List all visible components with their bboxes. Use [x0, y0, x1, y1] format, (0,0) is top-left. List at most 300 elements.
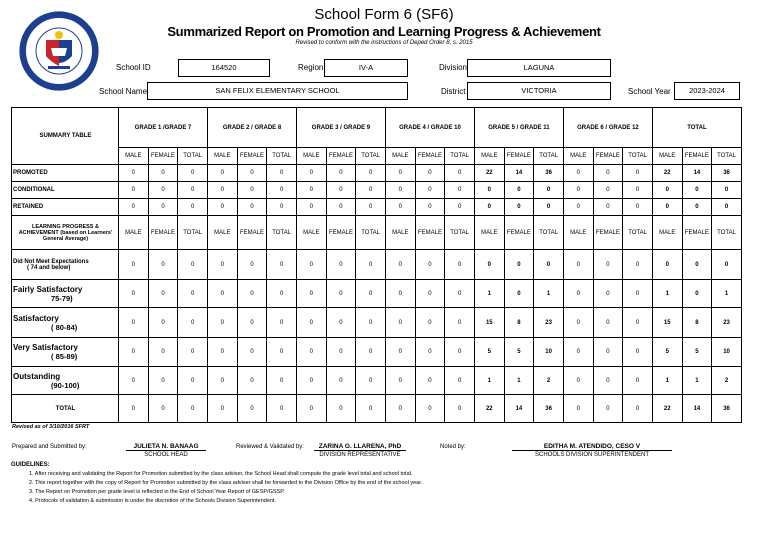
table-cell: 0 [415, 280, 445, 308]
table-cell: 0 [415, 165, 445, 182]
table-cell: 0 [563, 280, 593, 308]
reviewed-label: Reviewed & Validated by: [236, 444, 304, 450]
table-cell: 0 [385, 182, 415, 199]
table-cell: 36 [712, 395, 742, 423]
table-cell: 0 [534, 250, 564, 280]
guidelines [11, 461, 422, 506]
sex-header: TOTAL [178, 216, 208, 250]
achievement-name: Very Satisfactory [13, 343, 78, 352]
table-cell: 0 [623, 308, 653, 338]
table-cell: 0 [356, 395, 386, 423]
table-cell: 0 [593, 338, 623, 367]
table-cell: 0 [445, 308, 475, 338]
table-cell: 0 [208, 280, 238, 308]
sex-header: FEMALE [326, 148, 356, 165]
table-cell: 10 [712, 338, 742, 367]
table-cell: 0 [119, 338, 149, 367]
table-cell: 0 [415, 338, 445, 367]
grade-range: 75-79) [51, 293, 73, 303]
table-cell: 0 [356, 367, 386, 395]
sex-header: TOTAL [356, 148, 386, 165]
table-cell: 0 [326, 395, 356, 423]
achievement-row [12, 395, 742, 423]
table-cell: 0 [178, 250, 208, 280]
table-cell: 36 [534, 165, 564, 182]
table-cell: 0 [356, 199, 386, 216]
grade-header: GRADE 2 / GRADE 8 [208, 108, 297, 148]
sex-header: MALE [385, 148, 415, 165]
table-cell: 14 [504, 165, 534, 182]
table-cell: 8 [682, 308, 712, 338]
achievement-row [12, 308, 742, 338]
sex-header: MALE [652, 216, 682, 250]
sex-header: TOTAL [534, 148, 564, 165]
guidelines-title: GUIDELINES: [11, 462, 50, 468]
table-cell: 0 [504, 199, 534, 216]
table-cell: 23 [534, 308, 564, 338]
table-cell: 0 [356, 165, 386, 182]
table-cell: 0 [474, 250, 504, 280]
sex-header: FEMALE [415, 216, 445, 250]
table-cell: 0 [148, 308, 178, 338]
summary-table [11, 107, 742, 423]
sex-header: TOTAL [623, 148, 653, 165]
table-cell: 0 [682, 280, 712, 308]
grade-range: ( 74 and below) [27, 264, 71, 271]
grade-range: ( 85-89) [51, 352, 78, 361]
sex-header: FEMALE [504, 216, 534, 250]
table-cell: 0 [504, 280, 534, 308]
table-cell: 0 [593, 367, 623, 395]
table-cell: 0 [267, 250, 297, 280]
table-cell: 0 [712, 199, 742, 216]
table-cell: 0 [445, 280, 475, 308]
table-cell: 0 [563, 395, 593, 423]
table-cell: 22 [474, 165, 504, 182]
table-cell: 2 [534, 367, 564, 395]
table-cell: 0 [445, 199, 475, 216]
table-cell: 15 [652, 308, 682, 338]
prepared-name: JULIETA N. BANAAG [126, 443, 206, 451]
table-cell: 0 [148, 395, 178, 423]
table-cell: 0 [623, 165, 653, 182]
grade-range: (90-100) [51, 380, 80, 390]
table-cell: 2 [712, 367, 742, 395]
table-cell: 0 [119, 165, 149, 182]
sex-header: MALE [208, 216, 238, 250]
revision-note: Revised to conform with the instructions of Deped Order 8, s. 2015 [295, 40, 473, 46]
table-cell: 0 [267, 308, 297, 338]
sex-header: FEMALE [593, 148, 623, 165]
sex-header: MALE [563, 148, 593, 165]
table-cell: 0 [623, 338, 653, 367]
sex-header: TOTAL [712, 216, 742, 250]
table-cell: 0 [623, 182, 653, 199]
achievement-label [12, 308, 119, 338]
table-cell: 0 [385, 395, 415, 423]
school-id-field[interactable]: 164520 [178, 59, 270, 77]
district-label: District [441, 87, 466, 96]
sex-header: TOTAL [534, 216, 564, 250]
table-cell: 22 [474, 395, 504, 423]
achievement-name: Outstanding [13, 371, 61, 381]
achievement-name: TOTAL [55, 405, 76, 412]
table-cell: 0 [178, 308, 208, 338]
table-cell: 0 [652, 199, 682, 216]
table-cell: 0 [119, 280, 149, 308]
table-cell: 0 [356, 280, 386, 308]
grade-header: GRADE 1 /GRADE 7 [119, 108, 208, 148]
table-cell: 14 [682, 165, 712, 182]
form-title: School Form 6 (SF6) [314, 6, 454, 23]
form-subtitle: Summarized Report on Promotion and Learning Progress & Achievement [167, 24, 601, 39]
sex-header: FEMALE [415, 148, 445, 165]
table-cell: 0 [593, 182, 623, 199]
table-cell: 1 [652, 280, 682, 308]
table-cell: 0 [504, 250, 534, 280]
table-cell: 0 [208, 367, 238, 395]
table-cell: 0 [296, 338, 326, 367]
table-cell: 5 [682, 338, 712, 367]
sex-header: FEMALE [237, 148, 267, 165]
table-cell: 1 [712, 280, 742, 308]
region-field[interactable]: IV-A [324, 59, 408, 77]
table-cell: 0 [682, 199, 712, 216]
achievement-name: Satisfactory [13, 313, 59, 323]
sex-header: TOTAL [267, 216, 297, 250]
guideline-item: 3. The Report on Promotion per grade level is reflected in the End of School Year Report of GESP/GSSP. [29, 489, 285, 495]
noted-label: Noted by: [440, 444, 466, 450]
reviewed-name: ZARINA G. LLARENA, PhD [314, 443, 406, 451]
achievement-label [12, 367, 119, 395]
table-cell: 0 [237, 367, 267, 395]
table-cell: 36 [712, 165, 742, 182]
table-cell: 0 [385, 280, 415, 308]
table-cell: 0 [534, 199, 564, 216]
table-cell: 0 [623, 395, 653, 423]
table-cell: 0 [474, 182, 504, 199]
table-cell: 0 [148, 367, 178, 395]
sex-header: TOTAL [445, 216, 475, 250]
achievement-label [12, 280, 119, 308]
sex-header: MALE [474, 148, 504, 165]
sex-header: TOTAL [267, 148, 297, 165]
sex-header: MALE [652, 148, 682, 165]
table-cell: 0 [296, 367, 326, 395]
sex-header: MALE [296, 216, 326, 250]
table-cell: 0 [712, 182, 742, 199]
noted-name: EDITHA M. ATENDIDO, CESO V [512, 443, 672, 451]
division-field[interactable]: LAGUNA [467, 59, 611, 77]
table-cell: 36 [534, 395, 564, 423]
table-cell: 0 [326, 338, 356, 367]
division-label: Division [439, 63, 468, 72]
table-cell: 8 [504, 308, 534, 338]
table-cell: 0 [178, 338, 208, 367]
row-label: CONDITIONAL [12, 182, 119, 199]
table-cell: 0 [563, 308, 593, 338]
promotion-row [12, 182, 742, 199]
sex-header: TOTAL [356, 216, 386, 250]
table-cell: 0 [652, 182, 682, 199]
table-cell: 0 [178, 395, 208, 423]
school-year-field[interactable]: 2023-2024 [674, 82, 740, 100]
sex-header: MALE [119, 148, 149, 165]
achievement-name: Fairly Satisfactory [13, 284, 83, 294]
table-cell: 14 [682, 395, 712, 423]
table-cell: 22 [652, 165, 682, 182]
table-cell: 0 [267, 280, 297, 308]
table-cell: 0 [593, 250, 623, 280]
table-cell: 0 [237, 280, 267, 308]
achievement-label [12, 395, 119, 423]
table-cell: 0 [682, 182, 712, 199]
district-field[interactable]: VICTORIA [467, 82, 611, 100]
row-label: PROMOTED [12, 165, 119, 182]
table-cell: 0 [682, 250, 712, 280]
table-cell: 0 [296, 308, 326, 338]
guideline-item: 4. Protocols of validation & submission is under the discretion of the Schools Division Superintendent. [29, 498, 277, 504]
table-cell: 0 [326, 250, 356, 280]
table-cell: 22 [652, 395, 682, 423]
table-cell: 1 [652, 367, 682, 395]
table-cell: 0 [119, 182, 149, 199]
table-cell: 0 [415, 367, 445, 395]
table-cell: 0 [267, 182, 297, 199]
table-cell: 0 [415, 250, 445, 280]
table-cell: 0 [208, 308, 238, 338]
table-cell: 0 [326, 367, 356, 395]
table-cell: 0 [623, 280, 653, 308]
table-cell: 0 [237, 338, 267, 367]
sex-header: TOTAL [623, 216, 653, 250]
table-cell: 0 [148, 182, 178, 199]
table-cell: 0 [148, 199, 178, 216]
grade-range: ( 80-84) [51, 322, 78, 332]
table-cell: 0 [267, 367, 297, 395]
table-cell: 0 [445, 165, 475, 182]
table-cell: 0 [296, 250, 326, 280]
table-cell: 0 [296, 182, 326, 199]
table-cell: 0 [148, 280, 178, 308]
table-cell: 0 [534, 182, 564, 199]
table-cell: 1 [534, 280, 564, 308]
table-cell: 0 [563, 338, 593, 367]
table-cell: 0 [593, 395, 623, 423]
table-cell: 0 [356, 182, 386, 199]
table-cell: 0 [208, 199, 238, 216]
table-cell: 0 [148, 165, 178, 182]
table-cell: 0 [119, 199, 149, 216]
table-cell: 0 [415, 395, 445, 423]
table-cell: 0 [593, 308, 623, 338]
table-cell: 0 [178, 280, 208, 308]
table-cell: 0 [208, 338, 238, 367]
school-year-label: School Year [628, 87, 671, 96]
table-cell: 0 [237, 308, 267, 338]
table-cell: 0 [208, 165, 238, 182]
grade-header: GRADE 4 / GRADE 10 [385, 108, 474, 148]
school-name-field[interactable]: SAN FELIX ELEMENTARY SCHOOL [147, 82, 408, 100]
table-cell: 0 [474, 199, 504, 216]
table-cell: 0 [385, 199, 415, 216]
achievement-row [12, 367, 742, 395]
grade-header: GRADE 3 / GRADE 9 [296, 108, 385, 148]
sex-header: MALE [563, 216, 593, 250]
table-cell: 10 [534, 338, 564, 367]
table-cell: 0 [415, 308, 445, 338]
achievement-row [12, 280, 742, 308]
table-cell: 5 [504, 338, 534, 367]
table-cell: 1 [682, 367, 712, 395]
table-cell: 0 [326, 182, 356, 199]
learning-progress-header-row [12, 216, 742, 250]
table-cell: 0 [326, 280, 356, 308]
grade-header: TOTAL [652, 108, 741, 148]
sex-header: MALE [208, 148, 238, 165]
table-cell: 0 [356, 338, 386, 367]
table-cell: 0 [415, 182, 445, 199]
table-cell: 0 [148, 250, 178, 280]
table-cell: 0 [712, 250, 742, 280]
table-cell: 0 [504, 182, 534, 199]
table-cell: 0 [385, 250, 415, 280]
sex-header: FEMALE [682, 216, 712, 250]
table-cell: 0 [356, 250, 386, 280]
sex-header: TOTAL [712, 148, 742, 165]
sex-header: TOTAL [445, 148, 475, 165]
table-cell: 0 [563, 250, 593, 280]
table-cell: 15 [474, 308, 504, 338]
table-cell: 0 [563, 165, 593, 182]
table-cell: 5 [652, 338, 682, 367]
sex-header: MALE [119, 216, 149, 250]
table-cell: 0 [208, 250, 238, 280]
table-cell: 0 [178, 182, 208, 199]
sex-header: FEMALE [504, 148, 534, 165]
table-cell: 0 [296, 280, 326, 308]
school-id-label: School ID [116, 63, 151, 72]
table-cell: 1 [504, 367, 534, 395]
table-cell: 0 [296, 165, 326, 182]
achievement-row [12, 338, 742, 367]
prepared-label: Prepared and Submitted by: [12, 444, 87, 450]
table-cell: 0 [119, 250, 149, 280]
table-cell: 0 [237, 250, 267, 280]
table-cell: 0 [267, 338, 297, 367]
table-cell: 0 [296, 395, 326, 423]
table-cell: 0 [178, 165, 208, 182]
table-cell: 0 [593, 165, 623, 182]
table-cell: 0 [445, 250, 475, 280]
table-cell: 0 [119, 367, 149, 395]
school-name-label: School Name [99, 87, 148, 96]
table-cell: 1 [474, 367, 504, 395]
table-cell: 0 [445, 367, 475, 395]
achievement-name: Did Not Meet Expectations [13, 258, 89, 265]
promotion-row [12, 199, 742, 216]
table-cell: 0 [652, 250, 682, 280]
sex-header: FEMALE [326, 216, 356, 250]
table-cell: 0 [385, 367, 415, 395]
table-cell: 0 [178, 199, 208, 216]
table-cell: 0 [326, 165, 356, 182]
table-cell: 14 [504, 395, 534, 423]
table-cell: 0 [356, 308, 386, 338]
promotion-row [12, 165, 742, 182]
table-cell: 0 [623, 367, 653, 395]
table-cell: 0 [208, 182, 238, 199]
table-cell: 1 [474, 280, 504, 308]
table-cell: 0 [326, 308, 356, 338]
table-cell: 0 [563, 199, 593, 216]
grade-header: GRADE 6 / GRADE 12 [563, 108, 652, 148]
summary-table-label: SUMMARY TABLE [12, 108, 119, 165]
achievement-label [12, 250, 119, 280]
table-cell: 0 [563, 367, 593, 395]
table-cell: 0 [623, 199, 653, 216]
sex-header: FEMALE [593, 216, 623, 250]
table-cell: 0 [119, 308, 149, 338]
deped-seal-logo [18, 10, 100, 92]
learning-progress-label: LEARNING PROGRESS & ACHIEVEMENT (based on Learners' General Average) [12, 216, 119, 250]
table-cell: 0 [208, 395, 238, 423]
table-cell: 0 [296, 199, 326, 216]
sex-header: MALE [385, 216, 415, 250]
table-cell: 0 [237, 165, 267, 182]
reviewed-title: DIVISION REPRESENTATIVE [319, 452, 401, 458]
sex-header-row [12, 148, 742, 165]
table-cell: 0 [267, 199, 297, 216]
table-cell: 0 [385, 165, 415, 182]
table-cell: 0 [385, 338, 415, 367]
noted-title: SCHOOLS DIVISION SUPERINTENDENT [534, 452, 650, 458]
sex-header: MALE [296, 148, 326, 165]
table-cell: 0 [593, 199, 623, 216]
table-cell: 0 [267, 395, 297, 423]
table-cell: 0 [119, 395, 149, 423]
table-cell: 0 [237, 395, 267, 423]
table-cell: 0 [326, 199, 356, 216]
revised-note: Revised as of 3/10/2016 SFRT [12, 424, 90, 430]
sex-header: FEMALE [237, 216, 267, 250]
sex-header: FEMALE [148, 216, 178, 250]
table-cell: 0 [148, 338, 178, 367]
guideline-item: 2. This report together with the copy of Report for Promotion submitted by the class adviser shall be forwarded to the Division Office by the end of the school year. [29, 480, 423, 486]
table-cell: 0 [178, 367, 208, 395]
table-cell: 23 [712, 308, 742, 338]
table-cell: 0 [267, 165, 297, 182]
achievement-row [12, 250, 742, 280]
table-cell: 0 [623, 250, 653, 280]
table-cell: 0 [445, 182, 475, 199]
table-cell: 0 [563, 182, 593, 199]
table-cell: 5 [474, 338, 504, 367]
sex-header: MALE [474, 216, 504, 250]
row-label: RETAINED [12, 199, 119, 216]
table-cell: 0 [445, 338, 475, 367]
guideline-item: 1. After receiving and validating the Report for Promotion submitted by the class adviser, the School Head shall compute the grade level total and school total. [29, 471, 413, 477]
table-cell: 0 [237, 199, 267, 216]
sex-header: TOTAL [178, 148, 208, 165]
sex-header: FEMALE [148, 148, 178, 165]
grade-header: GRADE 5 / GRADE 11 [474, 108, 563, 148]
table-cell: 0 [385, 308, 415, 338]
region-label: Region [298, 63, 324, 72]
achievement-label [12, 338, 119, 367]
table-cell: 0 [593, 280, 623, 308]
table-cell: 0 [445, 395, 475, 423]
